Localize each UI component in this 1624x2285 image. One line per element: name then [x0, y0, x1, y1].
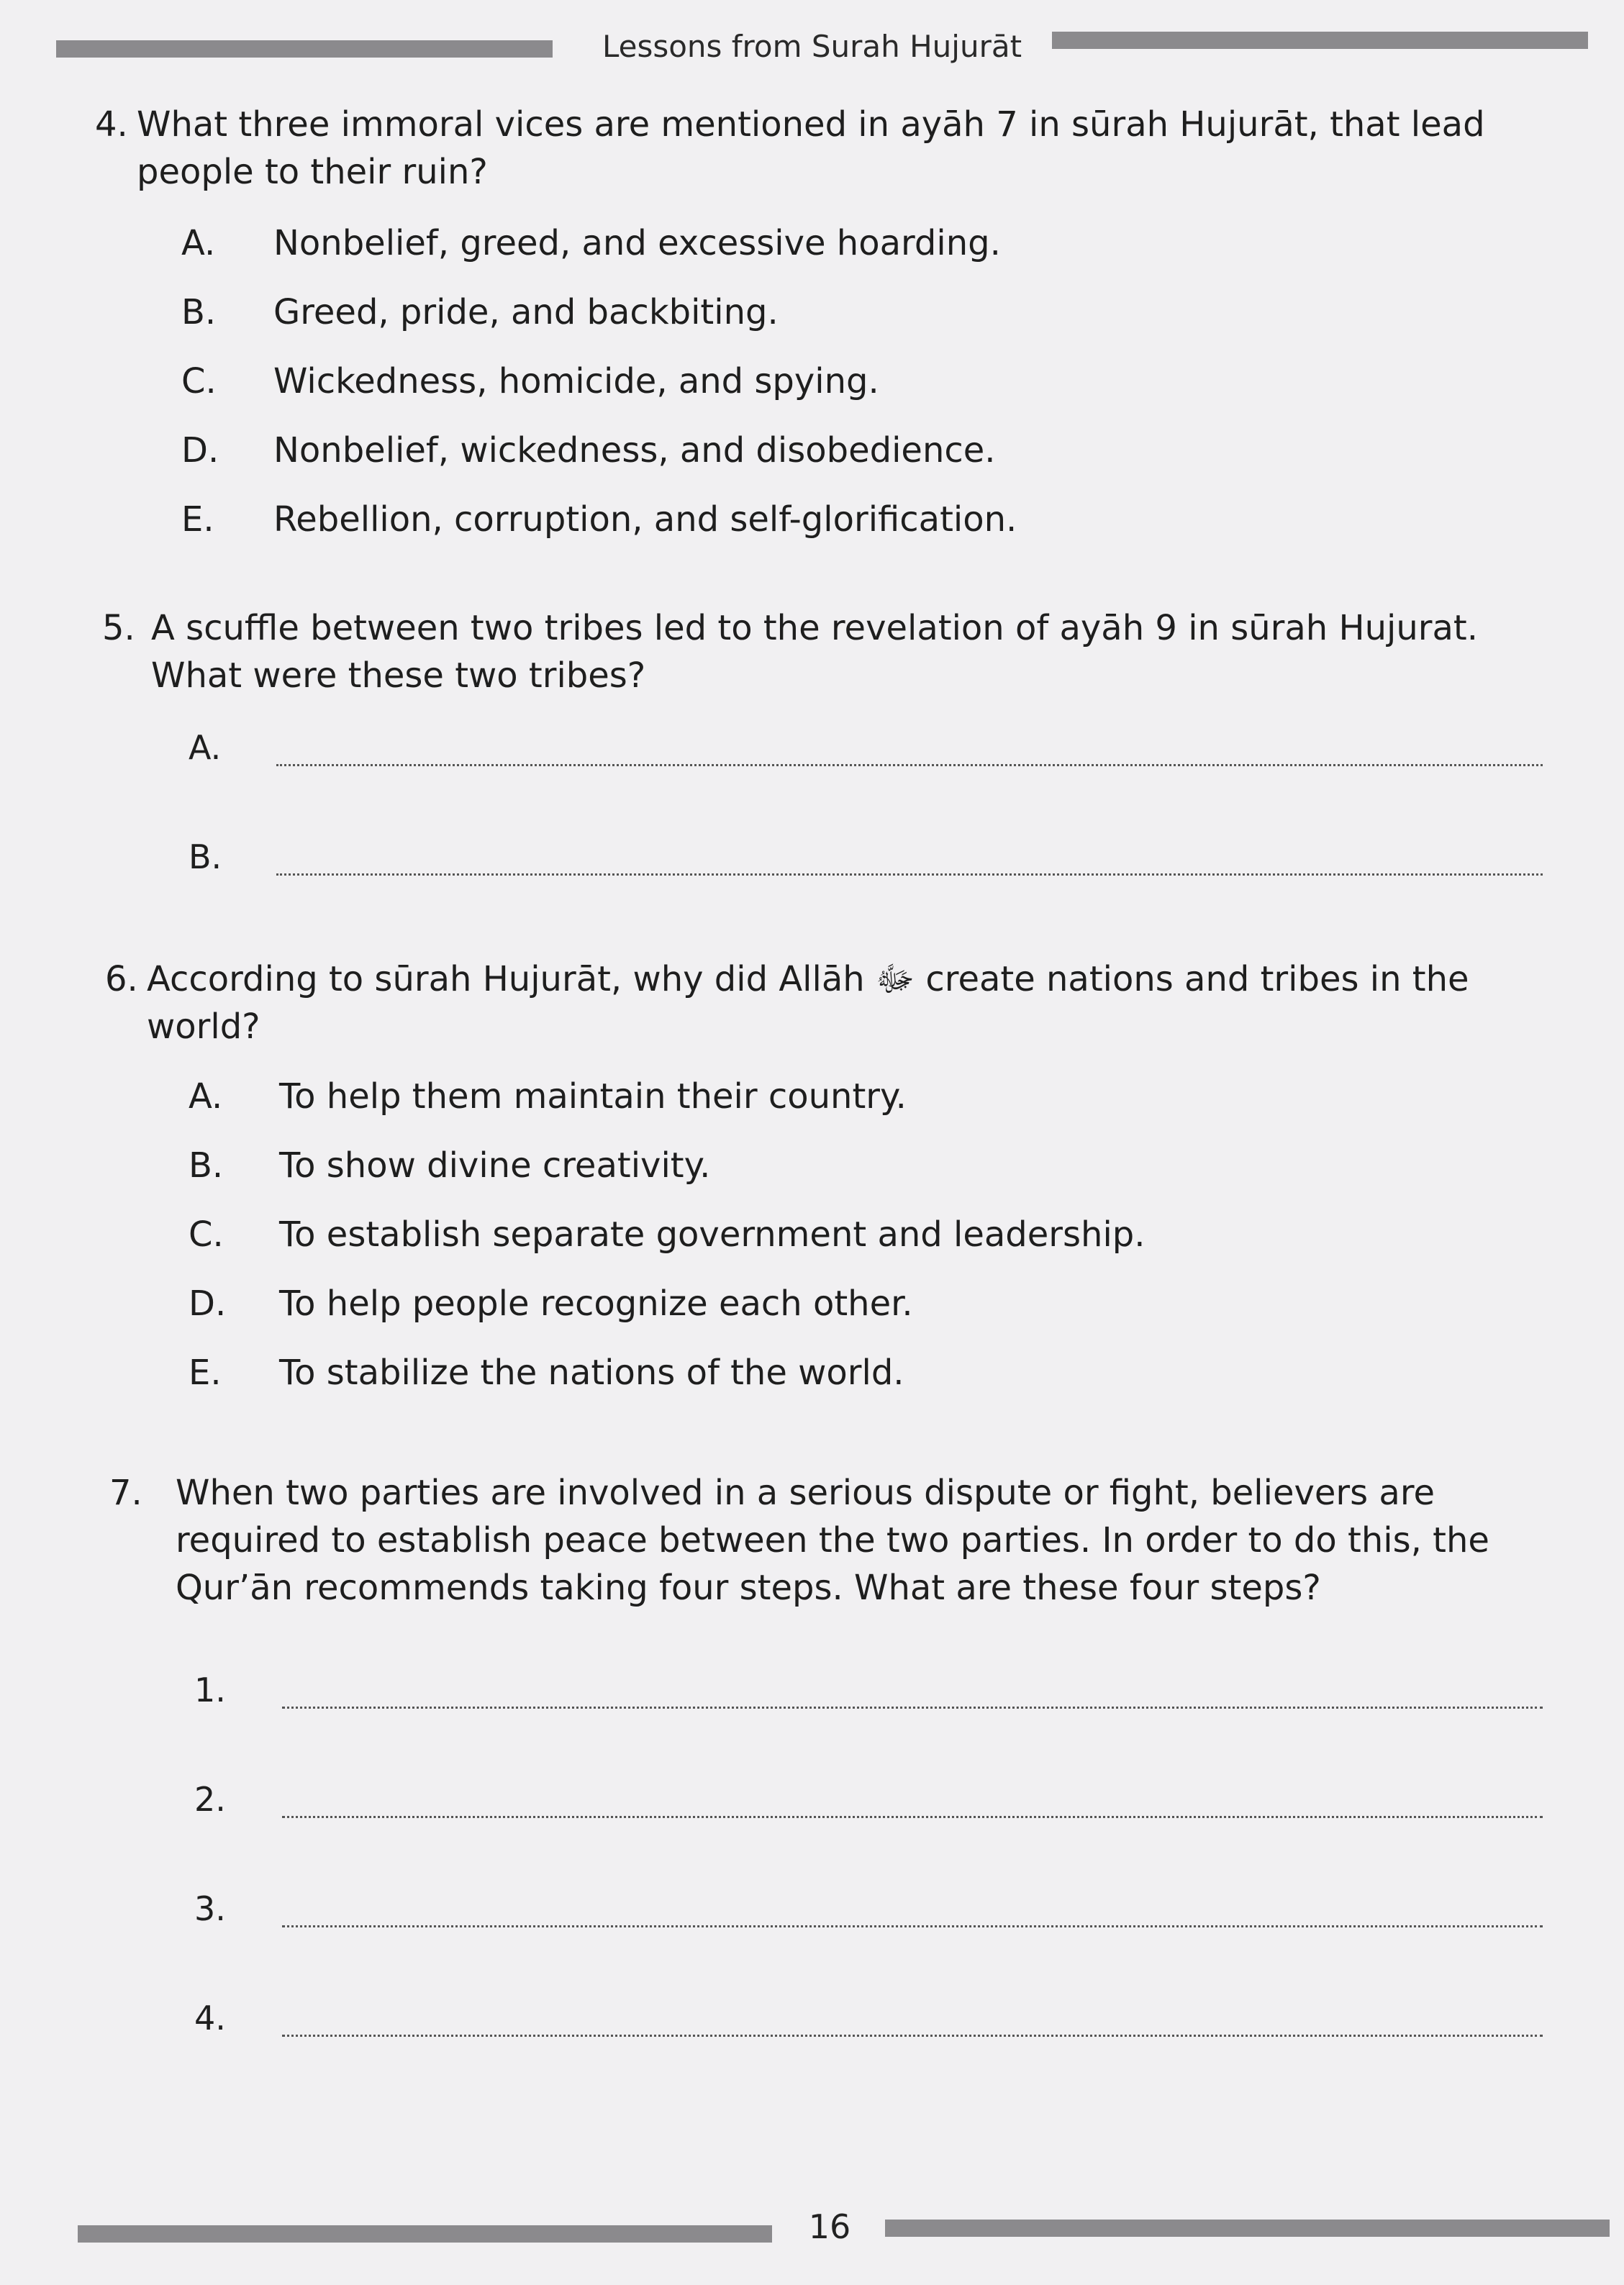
answer-line[interactable]	[276, 873, 1543, 876]
question-text: What three immoral vices are mentioned in ayāh 7 in sūrah Hujurāt, that lead people to their ruin?	[137, 104, 1485, 192]
footer-bar-left	[78, 2225, 772, 2243]
answer-line[interactable]	[276, 764, 1543, 766]
question-6	[105, 955, 1544, 1056]
option-text: To show divine creativity.	[279, 1145, 711, 1186]
option-text: To establish separate government and leadership.	[279, 1214, 1146, 1255]
question-text: When two parties are involved in a serious dispute or fight, believers are required to establish peace between the two parties. In order to do this, the Qur’ān recommends taking four steps. What are these four steps?	[176, 1473, 1489, 1608]
answer-label: 1.	[194, 1671, 226, 1709]
option-letter: E.	[181, 499, 214, 540]
answer-label: A.	[189, 728, 222, 767]
question-4	[95, 101, 1534, 201]
option-letter: A.	[189, 1076, 223, 1117]
option-text: To stabilize the nations of the world.	[279, 1353, 904, 1393]
question-text: A scuffle between two tribes led to the revelation of ayāh 9 in sūrah Hujurat. What were these two tribes?	[151, 608, 1478, 696]
q7-step-3[interactable]	[194, 1889, 1548, 1940]
option-letter: A.	[181, 223, 216, 263]
option-text: To help people recognize each other.	[279, 1284, 913, 1324]
question-7	[109, 1469, 1548, 1620]
answer-line[interactable]	[282, 1925, 1543, 1927]
option-text: Nonbelief, wickedness, and disobedience.	[273, 430, 996, 471]
q5-answer-a[interactable]	[189, 728, 1548, 778]
answer-line[interactable]	[282, 2035, 1543, 2037]
page-header	[0, 27, 1624, 71]
option-text: Greed, pride, and backbiting.	[273, 292, 779, 332]
footer-bar-right	[885, 2220, 1610, 2237]
option-text: To help them maintain their country.	[279, 1076, 907, 1117]
option-letter: B.	[189, 1145, 224, 1186]
option-letter: E.	[189, 1353, 222, 1393]
answer-line[interactable]	[282, 1816, 1543, 1818]
header-title: Lessons from Surah Hujurāt	[602, 29, 1022, 64]
answer-label: 2.	[194, 1780, 226, 1819]
option-text: Wickedness, homicide, and spying.	[273, 361, 879, 401]
question-number: 6.	[105, 959, 138, 999]
option-letter: D.	[181, 430, 219, 471]
page-number: 16	[808, 2207, 851, 2246]
answer-line[interactable]	[282, 1707, 1543, 1709]
option-text: Nonbelief, greed, and excessive hoarding.	[273, 223, 1001, 263]
q7-step-2[interactable]	[194, 1780, 1548, 1830]
option-letter: C.	[181, 361, 217, 401]
question-text: According to sūrah Hujurāt, why did Allāh ﷻ create nations and tribes in the world?	[147, 959, 1469, 1047]
question-5	[102, 604, 1541, 705]
answer-label: B.	[189, 837, 222, 876]
answer-label: 4.	[194, 1999, 226, 2038]
question-number: 4.	[95, 104, 128, 145]
option-letter: B.	[181, 292, 217, 332]
option-letter: C.	[189, 1214, 224, 1255]
question-number: 7.	[109, 1473, 142, 1513]
option-text: Rebellion, corruption, and self-glorification.	[273, 499, 1017, 540]
option-letter: D.	[189, 1284, 227, 1324]
answer-label: 3.	[194, 1889, 226, 1928]
q5-answer-b[interactable]	[189, 837, 1548, 888]
question-number: 5.	[102, 608, 135, 648]
q7-step-1[interactable]	[194, 1671, 1548, 1721]
q7-step-4[interactable]	[194, 1999, 1548, 2049]
